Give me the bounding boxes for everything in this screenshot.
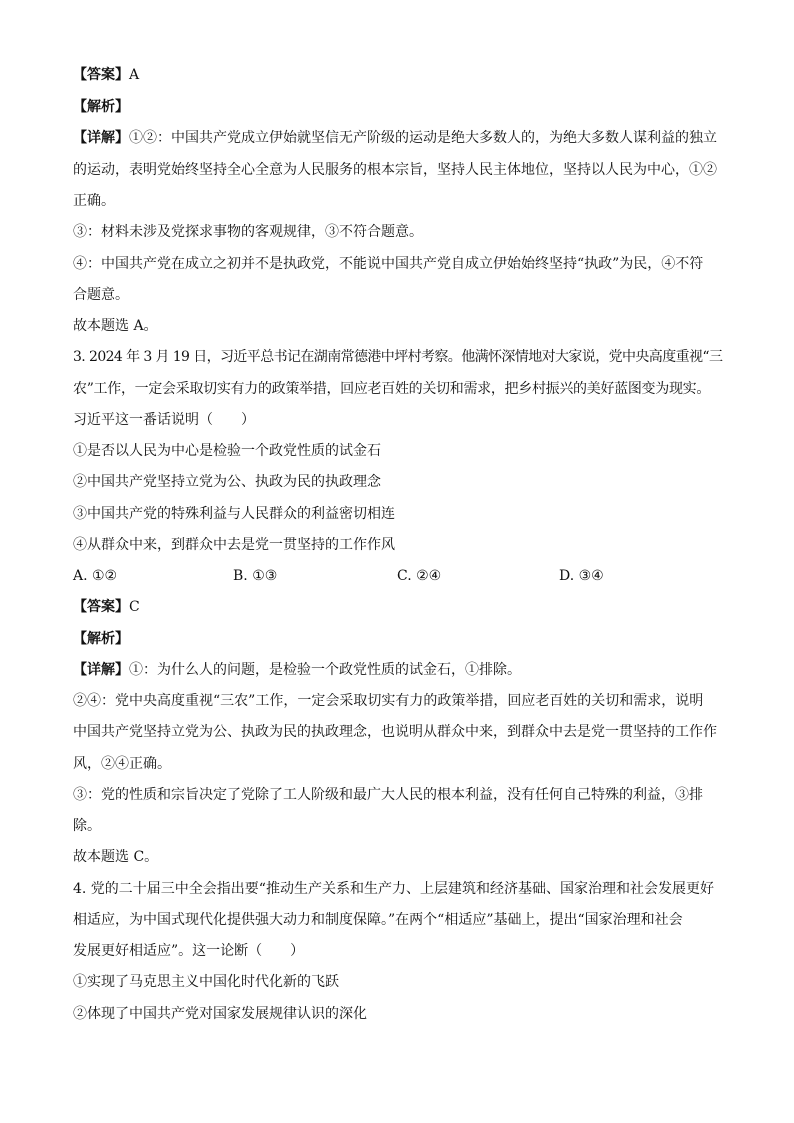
q3-option-b: B. ①③ [233,568,278,584]
detail-tag: 【详解】 [73,130,129,146]
q4-statement-2: ②体现了中国共产党对国家发展规律认识的深化 [73,1006,367,1022]
answer-tag: 【答案】 [73,599,129,615]
q2-detail-line-5: 合题意。 [73,287,129,303]
answer-tag: 【答案】 [73,67,129,83]
q4-stem-line-0: 4. 党的二十届三中全会指出要“推动生产关系和生产力、上层建筑和经济基础、国家治理和社会发展更好 [73,881,714,897]
q3-stem-line-2: 习近平这一番话说明（ ） [73,412,255,428]
q3-statement-1: ①是否以人民为中心是检验一个政党性质的试金石 [73,443,381,459]
q2-conclusion: 故本题选 A。 [73,318,158,334]
q3-conclusion: 故本题选 C。 [73,849,159,865]
q3-statement-3: ③中国共产党的特殊利益与人民群众的利益密切相连 [73,506,395,522]
detail-tag: 【详解】 [73,662,129,678]
answer-value: C [129,599,140,615]
q4-stem-line-1: 相适应，为中国式现代化提供强大动力和制度保障。”在两个“相适应”基础上，提出“国家治理和社会 [73,912,683,928]
q2-answer-line [73,65,773,85]
q2-detail-line-4: ④：中国共产党在成立之初并不是执政党，不能说中国共产党自成立伊始始终坚持“执政”为民，④不符 [73,256,704,272]
detail-text: ①②：中国共产党成立伊始就坚信无产阶级的运动是绝大多数人的，为绝大多数人谋利益的独立 [129,130,717,146]
q3-option-c: C. ②④ [397,568,442,584]
q3-stem-line-0: 3. 2024 年 3 月 19 日，习近平总书记在湖南常德港中坪村考察。他满怀深情地对大家说，党中央高度重视“三 [73,349,723,365]
q3-analysis-tag: 【解析】 [73,631,129,647]
q2-detail-line-3: ③：材料未涉及党探求事物的客观规律，③不符合题意。 [73,224,423,240]
q3-option-d: D. ③④ [559,568,604,584]
q2-detail-line-2: 正确。 [73,193,115,209]
q3-detail-line-0 [73,660,773,680]
q3-detail-line-2: 中国共产党坚持立党为公、执政为民的执政理念，也说明从群众中来，到群众中去是党一贯坚持的工作作 [73,724,717,740]
q3-option-a: A. ①② [73,568,118,584]
q2-detail-line-1: 的运动，表明党始终坚持全心全意为人民服务的根本宗旨，坚持人民主体地位，坚持以人民为中心，①② [73,162,717,178]
q3-stem-line-1: 农”工作，一定会采取切实有力的政策举措，回应老百姓的关切和需求，把乡村振兴的美好蓝图变为现实。 [73,381,711,397]
q3-answer-line [73,597,773,617]
q3-statement-2: ②中国共产党坚持立党为公、执政为民的执政理念 [73,474,381,490]
q3-statement-4: ④从群众中来，到群众中去是党一贯坚持的工作作风 [73,537,395,553]
q2-analysis-tag: 【解析】 [73,99,129,115]
q3-detail-line-4: ③：党的性质和宗旨决定了党除了工人阶级和最广大人民的根本利益，没有任何自己特殊的利益，③排 [73,787,703,803]
q4-statement-1: ①实现了马克思主义中国化时代化新的飞跃 [73,974,339,990]
answer-value: A [129,67,140,83]
q4-stem-line-2: 发展更好相适应”。这一论断（ ） [73,943,305,959]
q3-detail-line-5: 除。 [73,818,101,834]
q2-detail-line-0 [73,128,773,148]
detail-text: ①：为什么人的问题，是检验一个政党性质的试金石，①排除。 [129,662,521,678]
q3-options [73,566,773,586]
q3-detail-line-1: ②④：党中央高度重视“三农”工作，一定会采取切实有力的政策举措，回应老百姓的关切和需求，说明 [73,693,704,709]
q3-detail-line-3: 风，②④正确。 [73,756,171,772]
